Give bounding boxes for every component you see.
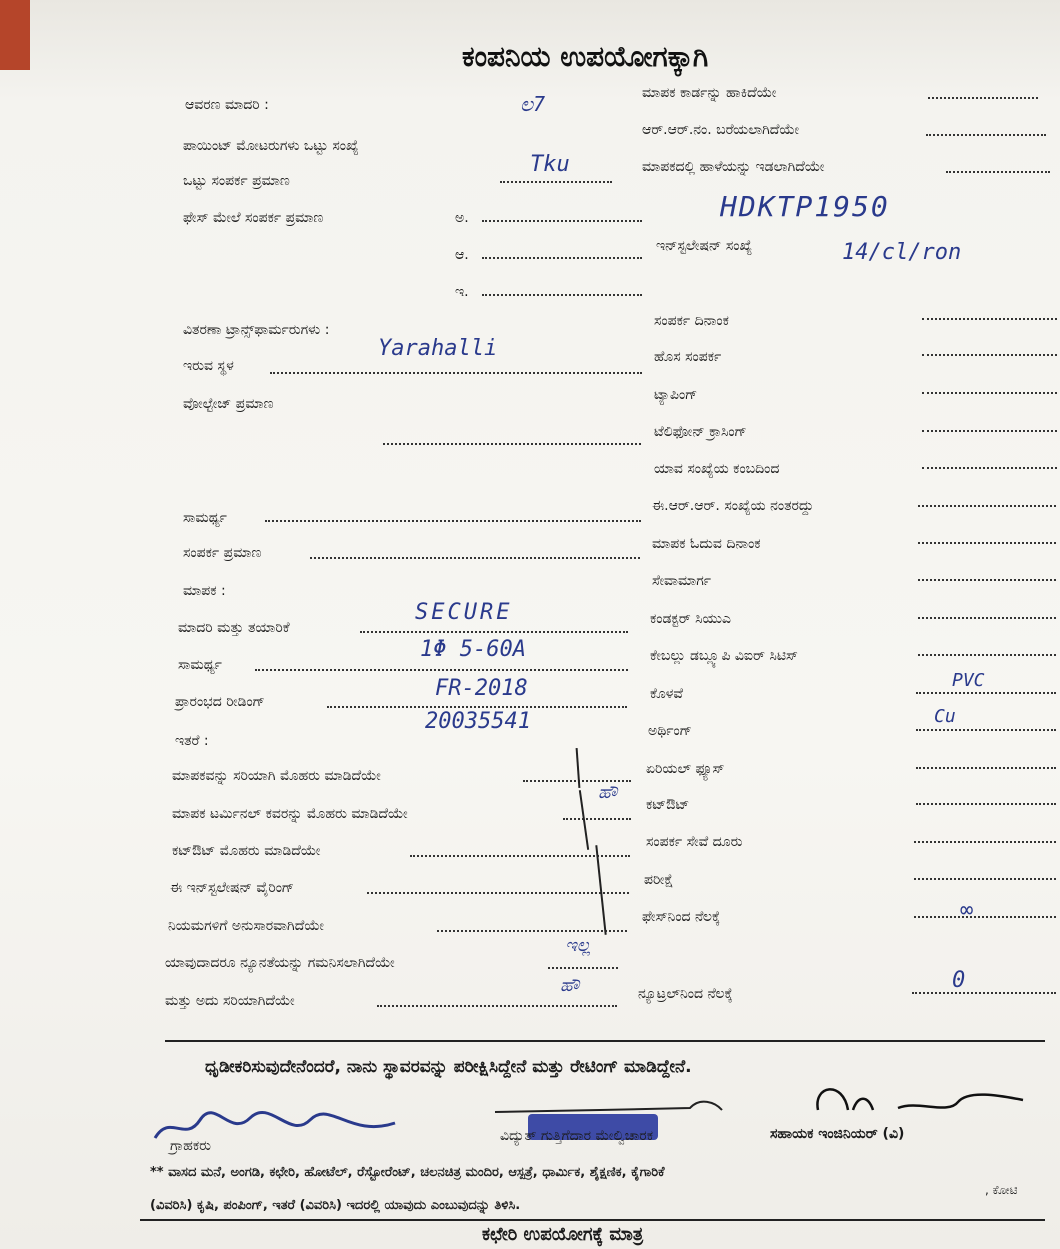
contractor-signature-scribble (490, 1092, 730, 1122)
declaration-text: ಧೃಡೀಕರಿಸುವುದೇನೆಂದರೆ, ನಾನು ಸ್ಥಾವರವನ್ನು ಪರೀಕ್ಷಿಸಿದ್ದೇನೆ ಮತ್ತು ರೇಟಿಂಗ್ ಮಾಡಿದ್ದೇನೆ. (205, 1057, 692, 1077)
dots-phase-a (482, 220, 642, 222)
office-use-title: ಕಛೇರಿ ಉಪಯೋಗಕ್ಕೆ ಮಾತ್ರ (482, 1224, 644, 1245)
left-label-meter-capacity: ಸಾಮರ್ಥ್ಯ (178, 657, 222, 673)
right-dots-telephone-crossing (922, 430, 1057, 432)
footnote-right: , ಕೋಟಿ (985, 1183, 1018, 1197)
handwritten-others: 20035541 (425, 709, 531, 734)
left-label-as-per-rules: ನಿಯಮಗಳಿಗೆ ಅನುಸಾರವಾಗಿದೆಯೇ (168, 918, 324, 934)
handwritten-conduit: PVC (952, 670, 985, 691)
left-dots-capacity (265, 520, 641, 522)
left-label-defects: ಯಾವುದಾದರೂ ನ್ಯೂನತೆಯನ್ನು ಗಮನಿಸಲಾಗಿದೆಯೇ (165, 955, 395, 971)
right-dots-meter-card (928, 97, 1038, 99)
right-dots-phase-earth (914, 916, 1056, 918)
engineer-signature (808, 1080, 1028, 1129)
footnote-line-1: ** ವಾಸದ ಮನೆ, ಅಂಗಡಿ, ಕಛೇರಿ, ಹೋಟೆಲ್, ರೆಸ್ಟೋರೆಂಟ್, ಚಲನಚಿತ್ರ ಮಂದಿರ, ಆಸ್ಪತ್ರೆ, ಧಾರ್ಮಿಕ, ಶೈಕ್ಷಣಿಕ, ಕೈಗಾರಿಕೆ (150, 1165, 665, 1180)
right-dots-conduit (916, 692, 1056, 694)
right-label-cable: ಕೇಬಲ್ಲು ಡಬ್ಲ್ಯೂಪಿ ವಿಐರ್ ಸಿಟಿಸ್ (650, 648, 798, 664)
contractor-signature (490, 1092, 730, 1126)
left-label-voltage: ವೋಲ್ಟೇಜ್ ಪ್ರಮಾಣ (183, 396, 274, 412)
right-dots-earthing (916, 729, 1056, 731)
left-label-meter: ಮಾಪಕ : (183, 583, 226, 599)
bottom-divider (140, 1219, 1045, 1221)
left-dots-wiring (367, 892, 629, 894)
pen-mark-2 (579, 790, 589, 850)
right-dots-connection-date (922, 318, 1057, 320)
right-dots-conductor (918, 617, 1056, 619)
engineer-signature-scribble (808, 1080, 1028, 1125)
left-label-initial-reading: ಪ್ರಾರಂಭದ ರೀಡಿಂಗ್ (175, 694, 265, 710)
left-dots-location (270, 372, 642, 374)
left-label-model-make: ಮಾದರಿ ಮತ್ತು ತಯಾರಿಕೆ (178, 620, 290, 636)
dots-phase-aa (482, 257, 642, 259)
handwritten-initial-reading: FR-2018 (435, 676, 528, 701)
left-label-point-motors: ಪಾಯಿಂಟ್ ಮೋಟರುಗಳು ಒಟ್ಟು ಸಂಖ್ಯೆ (183, 138, 359, 154)
left-dots-defects (548, 967, 618, 969)
left-dots-initial-reading (327, 706, 627, 708)
right-label-rr-number: ಆರ್.ಆರ್.ನಂ. ಬರೆಯಲಾಗಿದೆಯೇ (642, 122, 800, 138)
phase-sub-aa: ಆ. (455, 247, 469, 263)
handwritten-installation-no: 14/cl/ron (842, 240, 962, 265)
right-label-meter-sheet: ಮಾಪಕದಲ್ಲಿ ಹಾಳೆಯನ್ನು ಇಡಲಾಗಿದೆಯೇ (642, 159, 825, 175)
left-label-cutout-sealed: ಕಟ್‌ಔಟ್ ಮೊಹರು ಮಾಡಿದೆಯೇ (172, 843, 321, 859)
engineer-label: ಸಹಾಯಕ ಇಂಜಿನಿಯರ್ (ವಿ) (770, 1126, 905, 1142)
left-label-location: ಇರುವ ಸ್ಥಳ (183, 358, 234, 374)
right-dots-err-after (918, 505, 1056, 507)
left-dots-total-load (500, 181, 612, 183)
right-dots-test (914, 878, 1056, 880)
right-label-meter-card: ಮಾಪಕ ಕಾರ್ಡನ್ನು ಹಾಕಿದೆಯೇ (642, 85, 777, 101)
right-dots-new-connection (922, 354, 1057, 356)
handwritten-model-make: SECURE (415, 600, 513, 625)
right-label-conductor: ಕಂಡಕ್ಟರ್ ಸಿಯುಎ (650, 611, 731, 627)
handwritten-earthing: Cu (934, 706, 956, 727)
handwritten-phase-earth: ∞ (960, 898, 974, 923)
right-dots-neutral-earth (912, 992, 1056, 994)
contractor-label: ವಿದ್ಯುತ್ ಗುತ್ತಿಗೆದಾರ ಮೇಲ್ವಿಚಾರಕ (500, 1128, 654, 1144)
footnote-line-2: (ವಿವರಿಸಿ) ಕೃಷಿ, ಪಂಪಿಂಗ್, ಇತರೆ (ವಿವರಿಸಿ) ಇದರಲ್ಲಿ ಯಾವುದು ಎಂಬುವುದನ್ನು ತಿಳಿಸಿ. (150, 1198, 521, 1213)
handwritten-total-load: Tku (530, 152, 570, 177)
handwritten-meter-capacity: 1Φ 5-60A (420, 637, 526, 662)
right-dots-tapping (922, 392, 1057, 394)
left-dots-connection-load (310, 557, 640, 559)
customer-label: ಗ್ರಾಹಕರು (170, 1138, 211, 1154)
left-dots-model-make (360, 631, 628, 633)
right-dots-cutout (916, 803, 1056, 805)
left-label-terminal-cover: ಮಾಪಕ ಟರ್ಮಿನಲ್ ಕವರನ್ನು ಮೊಹರು ಮಾಡಿದೆಯೇ (172, 806, 408, 822)
handwritten-enclosure-type: ಲ7 (520, 92, 546, 116)
dots-phase-i (482, 294, 642, 296)
left-label-meter-sealed: ಮಾಪಕವನ್ನು ಸರಿಯಾಗಿ ಮೊಹರು ಮಾಡಿದೆಯೇ (172, 768, 381, 784)
left-label-enclosure-type: ಆವರಣ ಮಾದರಿ : (185, 97, 269, 113)
right-dots-service-route (918, 579, 1056, 581)
right-label-connection-date: ಸಂಪರ್ಕ ದಿನಾಂಕ (654, 313, 729, 329)
right-label-installation-no: ಇನ್‌ಸ್ಟಲೇಷನ್ ಸಂಖ್ಯೆ (656, 238, 753, 254)
right-label-telephone-crossing: ಟೆಲಿಫೋನ್ ಕ್ರಾಸಿಂಗ್ (654, 424, 747, 440)
right-dots-pole-number (922, 467, 1057, 469)
handwritten-is-correct: ಹೌ (560, 975, 580, 996)
pen-mark-1 (576, 748, 581, 788)
right-dots-meter-sheet (946, 171, 1050, 173)
left-dots-is-correct (377, 1005, 617, 1007)
left-dots-voltage (383, 443, 641, 445)
left-label-phase-load: ಫೇಸ್ ಮೇಲೆ ಸಂಪರ್ಕ ಪ್ರಮಾಣ (183, 210, 324, 226)
page-title: ಕಂಪನಿಯ ಉಪಯೋಗಕ್ಕಾಗಿ (462, 40, 709, 73)
left-label-is-correct: ಮತ್ತು ಅದು ಸರಿಯಾಗಿದೆಯೇ (165, 993, 295, 1009)
right-label-earthing: ಅರ್ಥಿಂಗ್ (648, 723, 692, 739)
left-label-connection-load: ಸಂಪರ್ಕ ಪ್ರಮಾಣ (183, 545, 262, 561)
right-dots-aerial-fuse (916, 767, 1056, 769)
handwritten-defects: ಇಲ್ಲ (565, 935, 591, 956)
left-label-capacity: ಸಾಮರ್ಥ್ಯ (183, 510, 227, 526)
right-dots-rr-number (926, 134, 1046, 136)
left-dots-meter-capacity (255, 669, 628, 671)
right-label-service-distance: ಸಂಪರ್ಕ ಸೇವೆ ದೂರು (646, 834, 743, 850)
right-label-cutout: ಕಟ್‌ಔಟ್ (646, 797, 690, 813)
phase-sub-i: ಇ. (455, 284, 469, 300)
right-label-tapping: ಟ್ಯಾಪಿಂಗ್ (654, 387, 698, 403)
right-dots-reading-date (918, 542, 1056, 544)
right-label-test: ಪರೀಕ್ಷೆ (644, 872, 674, 888)
pen-mark-3 (595, 845, 606, 935)
left-label-total-load: ಒಟ್ಟು ಸಂಪರ್ಕ ಪ್ರಮಾಣ (183, 173, 290, 189)
left-label-others: ಇತರೆ : (175, 733, 209, 749)
page-corner-tab (0, 0, 30, 70)
left-label-wiring: ಈ ಇನ್‌ಸ್ಟಲೇಷನ್ ವೈರಿಂಗ್ (170, 880, 295, 896)
right-label-reading-date: ಮಾಪಕ ಓದುವ ದಿನಾಂಕ (652, 536, 761, 552)
right-label-service-route: ಸೇವಾಮಾರ್ಗ (652, 573, 712, 589)
right-label-pole-number: ಯಾವ ಸಂಖ್ಯೆಯ ಕಂಬದಿಂದ (654, 461, 780, 477)
right-label-phase-earth: ಫೇಸ್‌ನಿಂದ ನೆಲಕ್ಕೆ (642, 909, 721, 925)
right-label-conduit: ಕೊಳವೆ (650, 686, 683, 702)
right-label-new-connection: ಹೊಸ ಸಂಪರ್ಕ (654, 349, 722, 365)
handwritten-neutral-earth: 0 (952, 968, 966, 993)
section-divider (165, 1040, 1045, 1042)
right-label-aerial-fuse: ಏರಿಯಲ್ ಫ್ಯೂಸ್ (646, 761, 725, 777)
right-dots-cable (918, 654, 1056, 656)
handwritten-meter-number: HDKTP1950 (720, 190, 890, 223)
left-dots-as-per-rules (437, 930, 627, 932)
handwritten-location: Yarahalli (378, 336, 498, 361)
left-label-transformers: ವಿತರಣಾ ಟ್ರಾನ್ಸ್‌ಫಾರ್ಮರುಗಳು : (183, 322, 330, 338)
right-label-err-after: ಈ.ಆರ್.ಆರ್. ಸಂಖ್ಯೆಯ ನಂತರದ್ದು (652, 498, 814, 514)
handwritten-terminal-cover: ಹೌ (598, 782, 618, 803)
right-label-neutral-earth: ನ್ಯೂಟ್ರಲ್‌ನಿಂದ ನೆಲಕ್ಕೆ (638, 986, 733, 1002)
phase-sub-a: ಅ. (455, 210, 469, 226)
right-dots-service-distance (914, 841, 1056, 843)
left-dots-terminal-cover (563, 818, 631, 820)
